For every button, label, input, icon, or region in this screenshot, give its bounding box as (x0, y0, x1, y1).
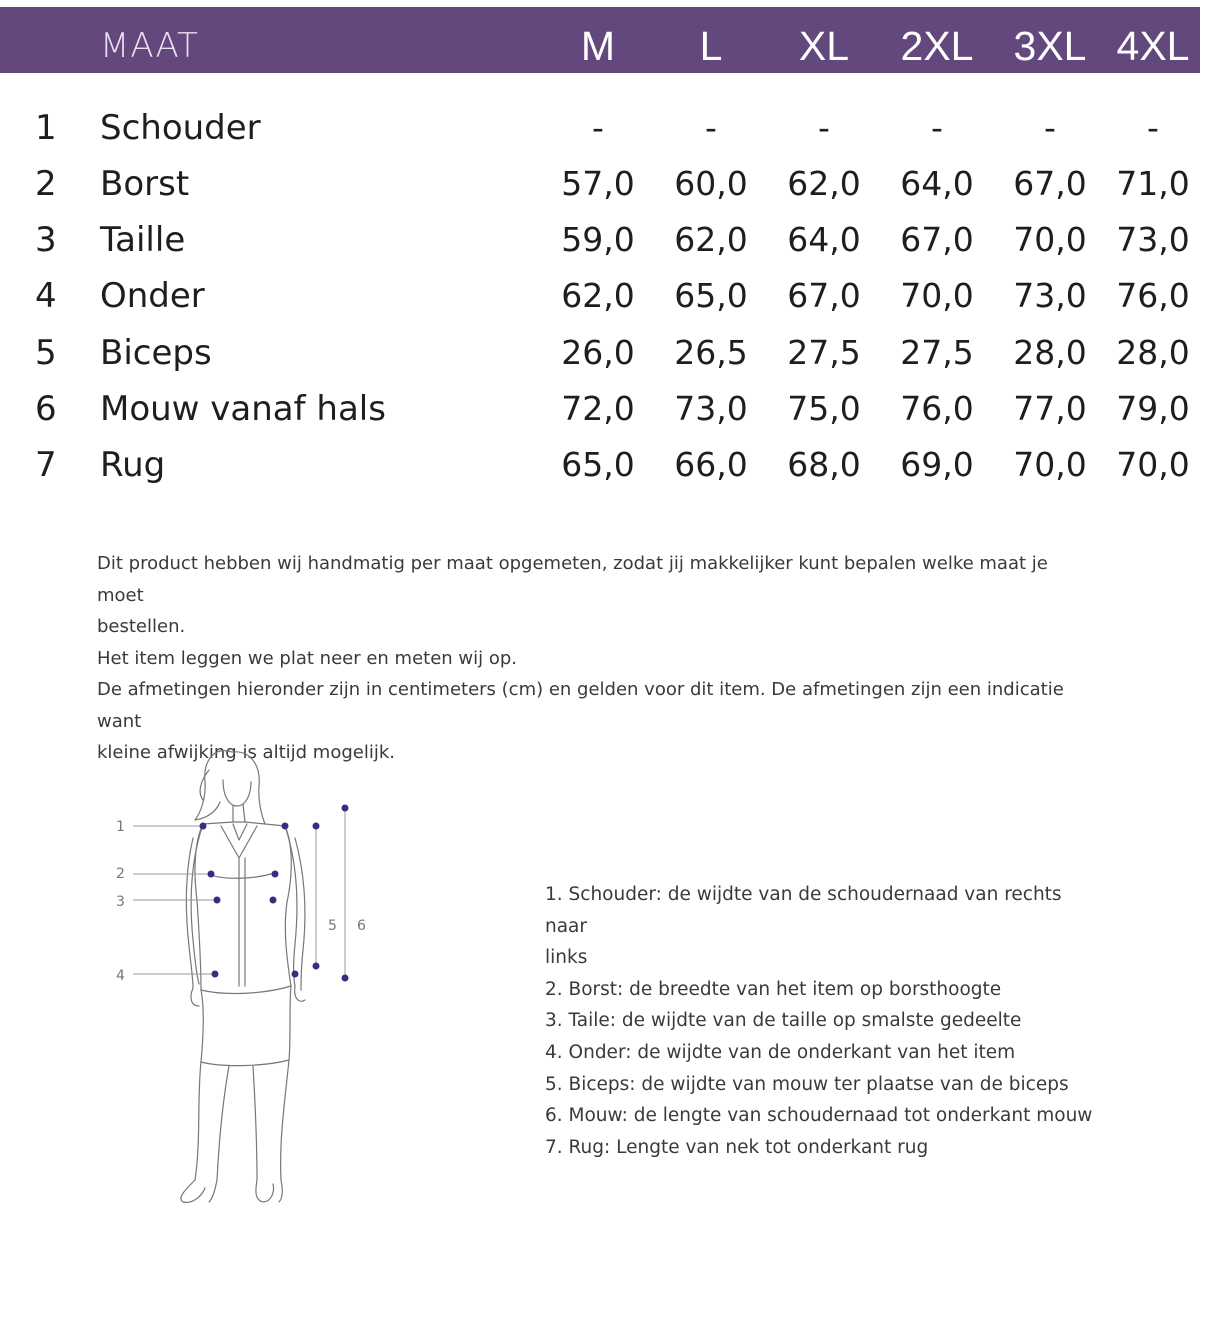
figure-label-5: 5 (328, 918, 337, 934)
figure-label-2: 2 (116, 866, 125, 882)
cell-3xl: - (1044, 108, 1056, 147)
cell-m: - (592, 108, 604, 147)
size-header-3xl: 3XL (1013, 23, 1087, 69)
intro-line: Dit product hebben wij handmatig per maat opgemeten, zodat jij makkelijker kunt bepalen welke maat je moet (97, 553, 1048, 606)
cell-4xl: - (1147, 108, 1159, 147)
intro-line: kleine afwijking is altijd mogelijk. (97, 742, 395, 763)
row-number: 5 (35, 333, 57, 373)
cell-l: 60,0 (674, 164, 748, 203)
cell-4xl: 70,0 (1116, 445, 1190, 484)
cell-3xl: 67,0 (1013, 164, 1087, 203)
legend-item: links (545, 947, 588, 969)
size-header-l: L (699, 23, 723, 69)
cell-3xl: 73,0 (1013, 276, 1087, 315)
row-number: 3 (35, 220, 57, 260)
cell-xl: 27,5 (787, 333, 861, 372)
cell-3xl: 28,0 (1013, 333, 1087, 372)
figure-label-4: 4 (116, 968, 125, 984)
row-number: 6 (35, 389, 57, 429)
row-label: Schouder (100, 108, 261, 148)
size-header-2xl: 2XL (900, 23, 974, 69)
table-row-borst (0, 162, 1200, 214)
table-row-biceps (0, 331, 1200, 383)
row-label: Taille (100, 220, 186, 260)
cell-l: 26,5 (674, 333, 748, 372)
cell-2xl: 76,0 (900, 389, 974, 428)
cell-l: 73,0 (674, 389, 748, 428)
row-label: Biceps (100, 333, 212, 373)
table-row-schouder (0, 106, 1200, 158)
figure-label-6: 6 (357, 918, 366, 934)
size-header-xl: XL (798, 23, 850, 69)
legend-item: 2. Borst: de breedte van het item op borsthoogte (545, 978, 1002, 1000)
cell-xl: 67,0 (787, 276, 861, 315)
intro-line: Het item leggen we plat neer en meten wij op. (97, 647, 518, 669)
cell-xl: 68,0 (787, 445, 861, 484)
cell-3xl: 70,0 (1013, 445, 1087, 484)
legend-item: 5. Biceps: de wijdte van mouw ter plaatse van de biceps (545, 1073, 1069, 1095)
cell-m: 26,0 (561, 333, 635, 372)
cell-l: 65,0 (674, 276, 748, 315)
cell-m: 62,0 (561, 276, 635, 315)
cell-3xl: 77,0 (1013, 389, 1087, 428)
cell-4xl: 28,0 (1116, 333, 1190, 372)
header-label-maat: MAAT (100, 26, 199, 66)
cell-xl: 75,0 (787, 389, 861, 428)
cell-xl: 62,0 (787, 164, 861, 203)
size-header-bar (0, 7, 1200, 73)
cell-3xl: 70,0 (1013, 220, 1087, 259)
table-row-rug (0, 443, 1200, 495)
measurement-legend (545, 884, 1105, 1158)
intro-line: De afmetingen hieronder zijn in centimeters (cm) en gelden voor dit item. De afmetingen zijn een indicatie want (97, 679, 1064, 732)
legend-item: 4. Onder: de wijdte van de onderkant van het item (545, 1041, 1016, 1063)
cell-l: 62,0 (674, 220, 748, 259)
cell-4xl: 71,0 (1116, 164, 1190, 203)
legend-item: 3. Taile: de wijdte van de taille op smalste gedeelte (545, 1010, 1022, 1032)
row-label: Borst (100, 164, 190, 204)
figure-label-3: 3 (116, 894, 125, 910)
cell-m: 72,0 (561, 389, 635, 428)
legend-item: 6. Mouw: de lengte van schoudernaad tot onderkant mouw (545, 1105, 1093, 1127)
cell-4xl: 76,0 (1116, 276, 1190, 315)
cell-m: 65,0 (561, 445, 635, 484)
cell-4xl: 73,0 (1116, 220, 1190, 259)
cell-2xl: 67,0 (900, 220, 974, 259)
table-row-onder (0, 274, 1200, 326)
cell-2xl: 27,5 (900, 333, 974, 372)
cell-2xl: 70,0 (900, 276, 974, 315)
row-number: 1 (35, 108, 57, 148)
row-label: Onder (100, 276, 205, 316)
cell-4xl: 79,0 (1116, 389, 1190, 428)
woman-sketch-illustration (105, 740, 385, 1210)
table-row-taille (0, 218, 1200, 270)
cell-l: 66,0 (674, 445, 748, 484)
cell-xl: - (818, 108, 830, 147)
row-number: 7 (35, 445, 57, 485)
size-header-4xl: 4XL (1116, 23, 1190, 69)
row-label: Rug (100, 445, 166, 485)
measurement-figure (105, 740, 385, 1210)
cell-xl: 64,0 (787, 220, 861, 259)
cell-2xl: 64,0 (900, 164, 974, 203)
intro-text (97, 548, 1077, 769)
row-label: Mouw vanaf hals (100, 389, 386, 429)
cell-m: 57,0 (561, 164, 635, 203)
intro-line: bestellen. (97, 616, 186, 637)
row-number: 2 (35, 164, 57, 204)
figure-label-1: 1 (116, 819, 125, 835)
cell-m: 59,0 (561, 220, 635, 259)
table-row-mouw (0, 387, 1200, 439)
size-header-m: M (580, 23, 616, 69)
legend-item: 1. Schouder: de wijdte van de schoudernaad van rechts naar (545, 884, 1062, 937)
legend-item: 7. Rug: Lengte van nek tot onderkant rug (545, 1136, 929, 1158)
cell-l: - (705, 108, 717, 147)
row-number: 4 (35, 276, 57, 316)
cell-2xl: 69,0 (900, 445, 974, 484)
cell-2xl: - (931, 108, 943, 147)
